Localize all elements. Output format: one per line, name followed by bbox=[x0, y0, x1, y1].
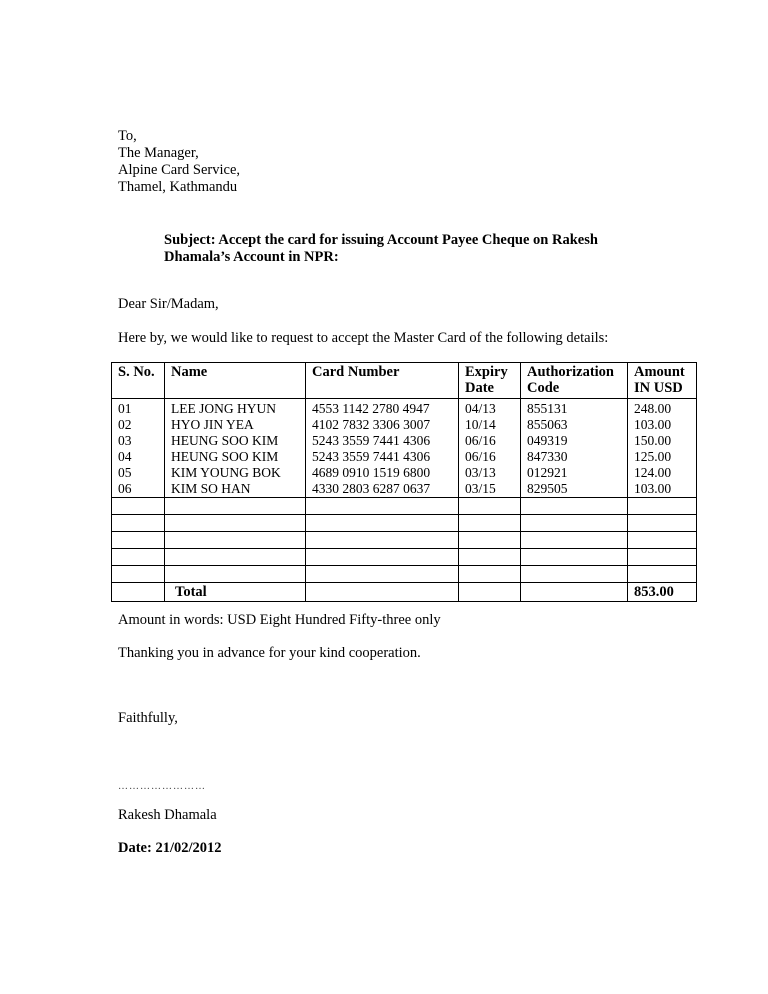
recipient-address bbox=[118, 128, 240, 196]
empty-cell bbox=[112, 498, 165, 515]
salutation: Dear Sir/Madam, bbox=[118, 296, 219, 312]
cell-amount: 103.00 bbox=[628, 481, 697, 498]
address-location: Thamel, Kathmandu bbox=[118, 179, 238, 195]
cell-card-number: 5243 3559 7441 4306 bbox=[306, 449, 459, 465]
table-row bbox=[112, 481, 697, 498]
empty-cell bbox=[459, 498, 521, 515]
header-card-number: Card Number bbox=[306, 363, 459, 399]
empty-cell bbox=[306, 515, 459, 532]
empty-cell bbox=[112, 515, 165, 532]
table-row bbox=[112, 449, 697, 465]
header-amount-line1: Amount bbox=[634, 364, 685, 380]
empty-cell bbox=[521, 532, 628, 549]
closing: Faithfully, bbox=[118, 710, 178, 726]
table-row bbox=[112, 465, 697, 481]
empty-cell bbox=[306, 498, 459, 515]
total-row bbox=[112, 583, 697, 602]
cell-amount: 103.00 bbox=[628, 417, 697, 433]
cell-amount: 248.00 bbox=[628, 399, 697, 418]
address-to: To, bbox=[118, 128, 137, 144]
empty-cell bbox=[306, 583, 459, 602]
header-amount bbox=[628, 363, 697, 399]
empty-cell bbox=[521, 515, 628, 532]
cell-sno: 02 bbox=[112, 417, 165, 433]
cell-auth-code: 855063 bbox=[521, 417, 628, 433]
cell-auth-code: 012921 bbox=[521, 465, 628, 481]
cell-amount: 124.00 bbox=[628, 465, 697, 481]
signatory-name: Rakesh Dhamala bbox=[118, 807, 217, 823]
letter-subject bbox=[164, 232, 664, 266]
cell-card-number: 4689 0910 1519 6800 bbox=[306, 465, 459, 481]
subject-line-1: Subject: Accept the card for issuing Account Payee Cheque on Rakesh bbox=[164, 232, 598, 248]
empty-table-row bbox=[112, 532, 697, 549]
header-name: Name bbox=[165, 363, 306, 399]
empty-table-row bbox=[112, 566, 697, 583]
cell-expiry: 10/14 bbox=[459, 417, 521, 433]
header-expiry-date bbox=[459, 363, 521, 399]
cell-amount: 125.00 bbox=[628, 449, 697, 465]
cell-card-number: 4330 2803 6287 0637 bbox=[306, 481, 459, 498]
cell-card-number: 4102 7832 3306 3007 bbox=[306, 417, 459, 433]
empty-cell bbox=[306, 549, 459, 566]
empty-table-row bbox=[112, 549, 697, 566]
cell-card-number: 4553 1142 2780 4947 bbox=[306, 399, 459, 418]
cell-name: LEE JONG HYUN bbox=[165, 399, 306, 418]
address-manager: The Manager, bbox=[118, 145, 199, 161]
cell-sno: 03 bbox=[112, 433, 165, 449]
cell-name: HEUNG SOO KIM bbox=[165, 449, 306, 465]
empty-cell bbox=[628, 566, 697, 583]
cell-sno: 04 bbox=[112, 449, 165, 465]
empty-cell bbox=[112, 532, 165, 549]
empty-cell bbox=[165, 532, 306, 549]
empty-table-row bbox=[112, 515, 697, 532]
intro-paragraph: Here by, we would like to request to accept the Master Card of the following details: bbox=[118, 330, 609, 346]
empty-cell bbox=[521, 549, 628, 566]
table-row bbox=[112, 417, 697, 433]
empty-cell bbox=[459, 549, 521, 566]
empty-cell bbox=[459, 583, 521, 602]
total-label-text: Total bbox=[175, 584, 207, 600]
cell-name: HYO JIN YEA bbox=[165, 417, 306, 433]
header-amount-line2: IN USD bbox=[634, 380, 683, 396]
cell-expiry: 04/13 bbox=[459, 399, 521, 418]
cell-auth-code: 855131 bbox=[521, 399, 628, 418]
cell-name: KIM YOUNG BOK bbox=[165, 465, 306, 481]
cell-sno: 01 bbox=[112, 399, 165, 418]
table-row bbox=[112, 399, 697, 418]
header-authorization-code bbox=[521, 363, 628, 399]
header-sno: S. No. bbox=[112, 363, 165, 399]
cell-name: KIM SO HAN bbox=[165, 481, 306, 498]
total-amount: 853.00 bbox=[628, 583, 697, 602]
header-auth-line2: Code bbox=[527, 380, 560, 396]
empty-cell bbox=[459, 566, 521, 583]
signature-line: …………………… bbox=[118, 781, 206, 792]
cell-auth-code: 829505 bbox=[521, 481, 628, 498]
table-header-row bbox=[112, 363, 697, 399]
empty-cell bbox=[165, 515, 306, 532]
empty-cell bbox=[521, 566, 628, 583]
empty-cell bbox=[306, 566, 459, 583]
cell-amount: 150.00 bbox=[628, 433, 697, 449]
subject-line-2: Dhamala’s Account in NPR: bbox=[164, 249, 339, 265]
empty-cell bbox=[628, 498, 697, 515]
empty-table-row bbox=[112, 498, 697, 515]
empty-cell bbox=[165, 549, 306, 566]
cell-expiry: 06/16 bbox=[459, 433, 521, 449]
cell-auth-code: 049319 bbox=[521, 433, 628, 449]
cell-sno: 06 bbox=[112, 481, 165, 498]
letter-date: Date: 21/02/2012 bbox=[118, 840, 222, 856]
empty-cell bbox=[521, 583, 628, 602]
empty-cell bbox=[165, 566, 306, 583]
total-label bbox=[165, 583, 306, 602]
empty-cell bbox=[112, 583, 165, 602]
cell-card-number: 5243 3559 7441 4306 bbox=[306, 433, 459, 449]
cell-expiry: 03/13 bbox=[459, 465, 521, 481]
cell-sno: 05 bbox=[112, 465, 165, 481]
card-details-table bbox=[111, 362, 697, 602]
cell-expiry: 03/15 bbox=[459, 481, 521, 498]
cell-auth-code: 847330 bbox=[521, 449, 628, 465]
empty-cell bbox=[459, 515, 521, 532]
address-company: Alpine Card Service, bbox=[118, 162, 241, 178]
empty-cell bbox=[112, 566, 165, 583]
empty-cell bbox=[628, 532, 697, 549]
empty-cell bbox=[165, 498, 306, 515]
empty-cell bbox=[628, 549, 697, 566]
header-auth-line1: Authorization bbox=[527, 364, 614, 380]
empty-cell bbox=[459, 532, 521, 549]
cell-name: HEUNG SOO KIM bbox=[165, 433, 306, 449]
cell-expiry: 06/16 bbox=[459, 449, 521, 465]
amount-in-words: Amount in words: USD Eight Hundred Fifty-three only bbox=[118, 612, 441, 628]
header-expiry-line1: Expiry bbox=[465, 364, 508, 380]
empty-cell bbox=[521, 498, 628, 515]
empty-cell bbox=[628, 515, 697, 532]
empty-cell bbox=[112, 549, 165, 566]
thanks-paragraph: Thanking you in advance for your kind cooperation. bbox=[118, 645, 421, 661]
empty-cell bbox=[306, 532, 459, 549]
table-row bbox=[112, 433, 697, 449]
header-expiry-line2: Date bbox=[465, 380, 494, 396]
